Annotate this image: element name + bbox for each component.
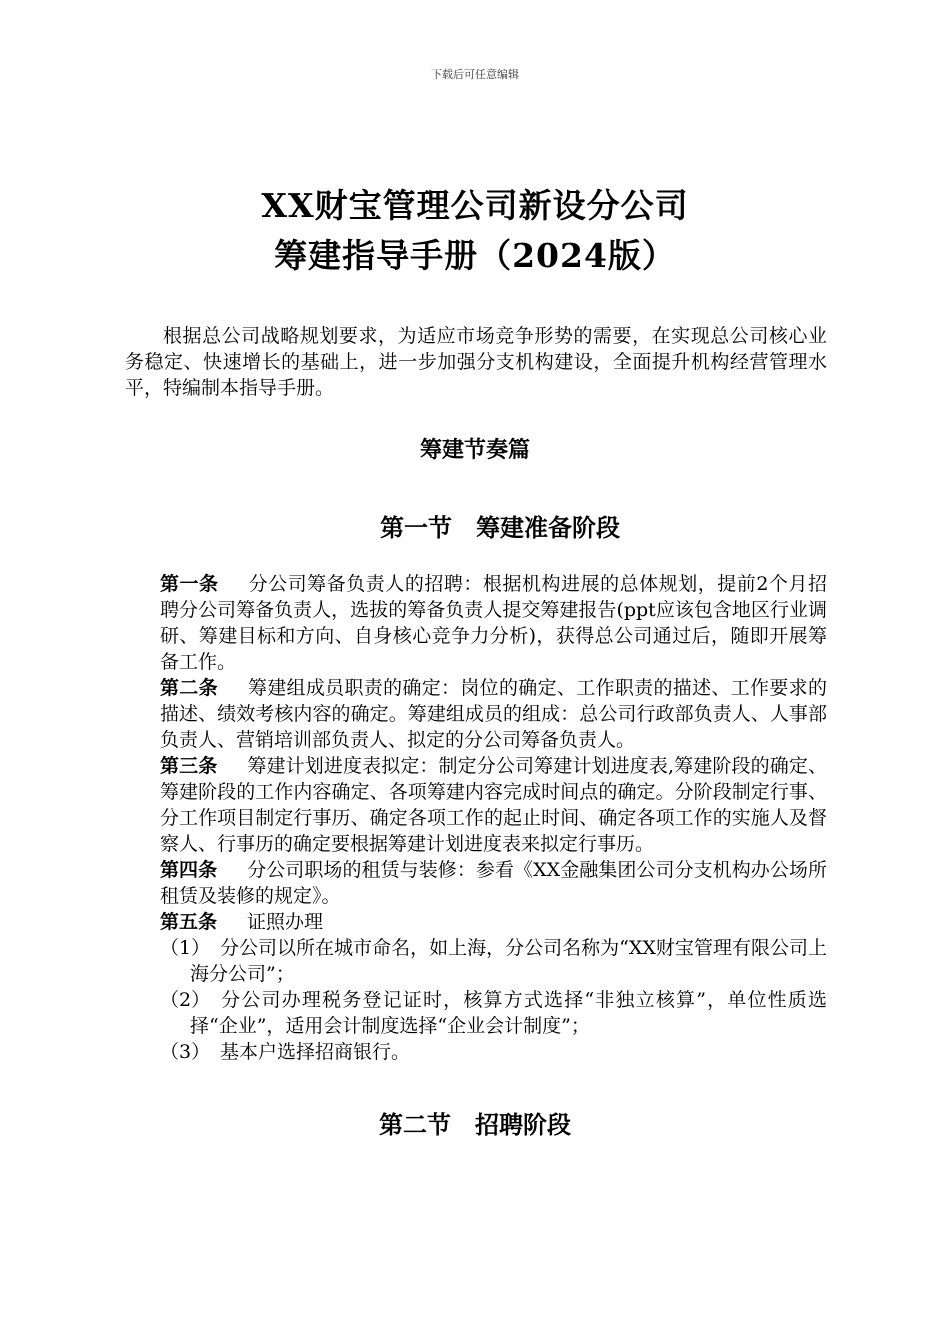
article-4	[160, 857, 827, 909]
intro-paragraph: 根据总公司战略规划要求，为适应市场竞争形势的需要，在实现总公司核心业务稳定、快速增长的基础上，进一步加强分支机构建设，全面提升机构经营管理水平，特编制本指导手册。	[125, 325, 827, 399]
article-2	[160, 675, 827, 753]
document-title-line-2: 筹建指导手册（2024版）	[274, 236, 676, 275]
article-1	[160, 571, 827, 675]
list-item-text: 基本户选择招商银行。	[220, 1041, 411, 1063]
part-title: 筹建节奏篇	[419, 437, 530, 463]
list-item-text: 分公司以所在城市命名，如上海，分公司名称为“XX财宝管理有限公司上海分公司”；	[190, 937, 827, 985]
section-1-title: 第一节 筹建准备阶段	[380, 513, 620, 542]
list-item	[160, 935, 827, 987]
article-5	[160, 909, 827, 935]
section-2-title: 第二节 招聘阶段	[379, 1110, 571, 1139]
list-item	[160, 1039, 827, 1065]
article-label: 第一条	[160, 573, 219, 595]
list-item	[160, 987, 827, 1039]
list-item-number: （1）	[160, 937, 211, 959]
article-text: 筹建组成员职责的确定：岗位的确定、工作职责的描述、工作要求的描述、绩效考核内容的确定。筹建组成员的组成：总公司行政部负责人、人事部负责人、营销培训部负责人、拟定的分公司筹备负责人。	[160, 677, 827, 751]
article-3	[160, 753, 827, 857]
list-item-number: （3）	[160, 1041, 211, 1063]
article-text: 分公司筹备负责人的招聘：根据机构进展的总体规划，提前2个月招聘分公司筹备负责人，选拔的筹备负责人提交筹建报告(ppt应该包含地区行业调研、筹建目标和方向、自身核心竞争力分析)，获得总公司通过后，随即开展筹备工作。	[160, 573, 827, 673]
section-1-body	[160, 571, 827, 1065]
article-label: 第五条	[160, 911, 218, 933]
article-text: 分公司职场的租赁与装修：参看《XX金融集团公司分支机构办公场所租赁及装修的规定》。	[160, 859, 827, 907]
article-label: 第二条	[160, 677, 218, 699]
list-item-number: （2）	[160, 989, 211, 1011]
article-text: 证照办理	[247, 911, 324, 933]
list-item-text: 分公司办理税务登记证时，核算方式选择“非独立核算”，单位性质选择“企业”，适用会计制度选择“企业会计制度”；	[190, 989, 827, 1037]
article-label: 第三条	[160, 755, 218, 777]
document-title-line-1: XX财宝管理公司新设分公司	[261, 186, 689, 225]
article-label: 第四条	[160, 859, 218, 881]
article-text: 筹建计划进度表拟定：制定分公司筹建计划进度表,筹建阶段的确定、筹建阶段的工作内容确定、各项筹建内容完成时间点的确定。分阶段制定行事、分工作项目制定行事历、确定各项工作的起止时间、确定各项工作的实施人及督察人、行事历的确定要根据筹建计划进度表来拟定行事历。	[160, 755, 827, 855]
page-header-note: 下载后可任意编辑	[431, 68, 519, 81]
